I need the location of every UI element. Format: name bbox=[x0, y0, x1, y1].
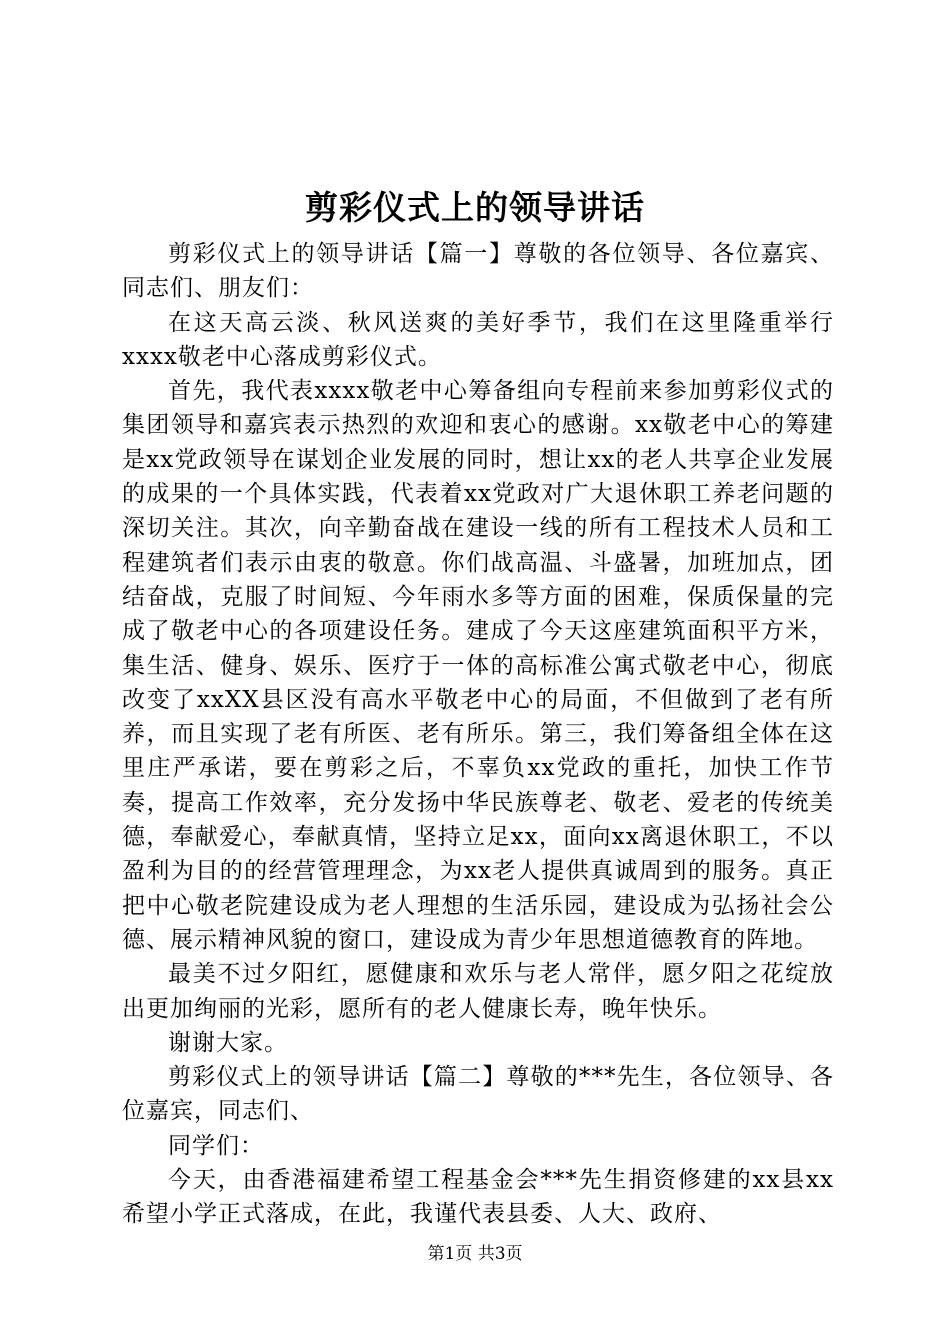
page-footer bbox=[0, 1242, 950, 1266]
document-title: 剪彩仪式上的领导讲话 bbox=[305, 188, 645, 227]
page-number: 第1页 共3页 bbox=[427, 1244, 523, 1264]
body-paragraph: 首先，我代表xxxx敬老中心筹备组向专程前来参加剪彩仪式的集团领导和嘉宾表示热烈的欢迎和衷心的感谢。xx敬老中心的筹建是xx党政领导在谋划企业发展的同时，想让xx的老人共享企业发展的成果的一个具体实践，代表着xx党政对广大退休职工养老问题的深切关注。其次，向辛勤奋战在建设一线的所有工程技术人员和工程建筑者们表示由衷的敬意。你们战高温、斗盛暑，加班加点，团结奋战，克服了时间短、今年雨水多等方面的困难，保质保量的完成了敬老中心的各项建设任务。建成了今天这座建筑面积平方米，集生活、健身、娱乐、医疗于一体的高标准公寓式敬老中心，彻底改变了xxXX县区没有高水平敬老中心的局面，不但做到了老有所养，而且实现了老有所医、老有所乐。第三，我们筹备组全体在这里庄严承诺，要在剪彩之后，不辜负xx党政的重托，加快工作节奏，提高工作效率，充分发扬中华民族尊老、敬老、爱老的传统美德，奉献爱心，奉献真情，坚持立足xx，面向xx离退休职工，不以盈利为目的的经营管理理念，为xx老人提供真诚周到的服务。真正把中心敬老院建设成为老人理想的生活乐园，建设成为弘扬社会公德、展示精神风貌的窗口，建设成为青少年思想道德教育的阵地。 bbox=[122, 378, 834, 953]
body-paragraph: 在这天高云淡、秋风送爽的美好季节，我们在这里隆重举行xxxx敬老中心落成剪彩仪式。 bbox=[122, 309, 834, 370]
body-paragraph: 最美不过夕阳红，愿健康和欢乐与老人常伴，愿夕阳之花绽放出更加绚丽的光彩，愿所有的老人健康长寿，晚年快乐。 bbox=[122, 961, 834, 1022]
body-paragraph: 剪彩仪式上的领导讲话【篇二】尊敬的***先生，各位领导、各位嘉宾，同志们、 bbox=[122, 1064, 834, 1125]
document-body bbox=[122, 237, 834, 1232]
body-paragraph: 同学们： bbox=[168, 1132, 264, 1159]
body-paragraph: 今天，由香港福建希望工程基金会***先生捐资修建的xx县xx希望小学正式落成，在此，我谨代表县委、人大、政府、 bbox=[122, 1167, 834, 1228]
body-paragraph: 剪彩仪式上的领导讲话【篇一】尊敬的各位领导、各位嘉宾、同志们、朋友们： bbox=[122, 241, 834, 302]
body-paragraph: 谢谢大家。 bbox=[168, 1029, 288, 1056]
